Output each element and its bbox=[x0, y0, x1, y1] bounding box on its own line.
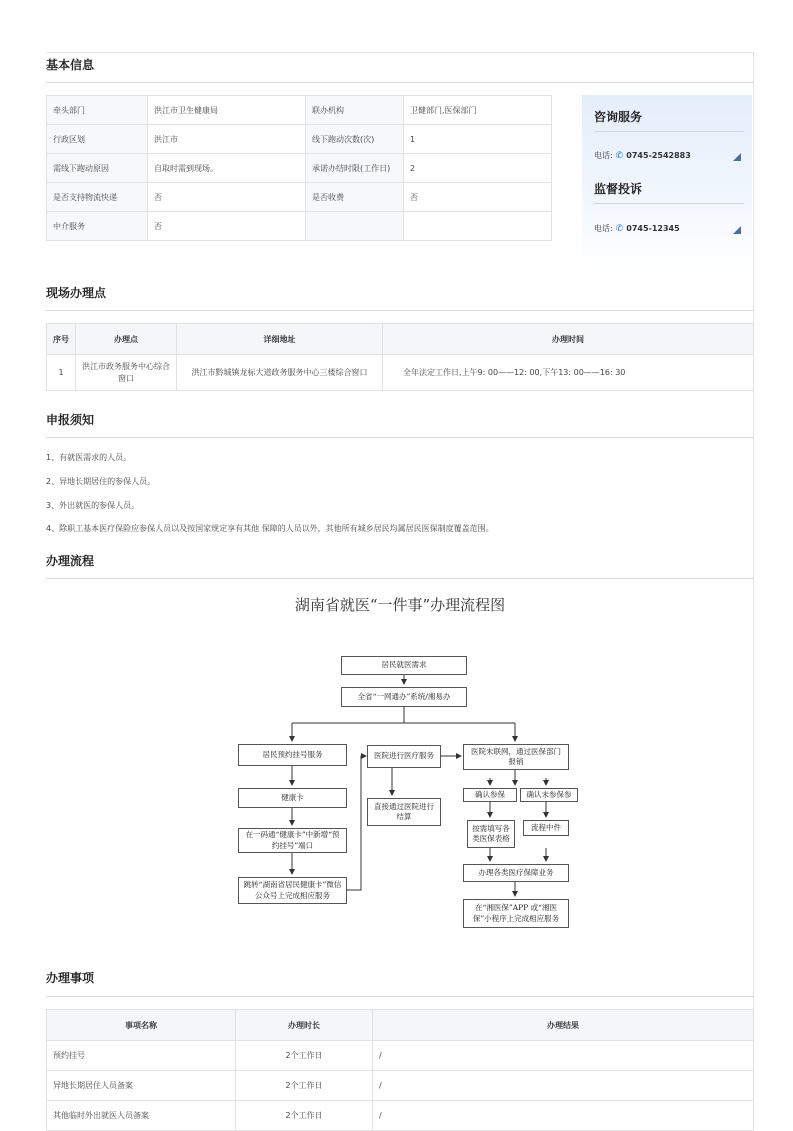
info-label: 牵头部门 bbox=[47, 96, 148, 125]
flow-node-insured: 确认参保 bbox=[463, 788, 517, 802]
cell-no: 1 bbox=[47, 355, 76, 391]
info-label bbox=[306, 212, 404, 241]
col-header-no: 序号 bbox=[47, 324, 76, 355]
consult-phone-row bbox=[594, 150, 691, 161]
flow-node-direct-settle: 直接通过医院进行结算 bbox=[367, 798, 441, 826]
flow-node-medical-service: 医院进行医疗服务 bbox=[367, 745, 441, 768]
info-value: 1 bbox=[404, 125, 552, 154]
info-value: 洪江市卫生健康局 bbox=[148, 96, 306, 125]
panel-divider bbox=[594, 203, 744, 204]
item-duration: 2个工作日 bbox=[236, 1041, 373, 1071]
col-header-time: 办理时间 bbox=[383, 324, 754, 355]
notice-item: 4、除职工基本医疗保险应参保人员以及按国家规定享有其他 保障的人员以外，其他所有城乡居民均属居民医保制度覆盖范围。 bbox=[46, 524, 494, 533]
info-value: 卫健部门,医保部门 bbox=[404, 96, 552, 125]
flow-node-demand: 居民就医需求 bbox=[341, 656, 467, 675]
notice-item: 2、异地长期居住的参保人员。 bbox=[46, 477, 156, 486]
complaint-phone-row bbox=[594, 223, 680, 234]
phone-label: 电话: bbox=[594, 151, 613, 160]
flow-node-not-insured: 确认未参保参 bbox=[520, 788, 578, 802]
info-value: 否 bbox=[404, 183, 552, 212]
info-row bbox=[47, 154, 552, 183]
info-row bbox=[47, 96, 552, 125]
contact-panel bbox=[582, 95, 752, 270]
basic-info-table bbox=[46, 95, 552, 241]
section-title-basic-info: 基本信息 bbox=[46, 58, 95, 72]
flow-node-health-card: 健康卡 bbox=[238, 788, 347, 808]
col-header-name: 事项名称 bbox=[47, 1010, 236, 1041]
table-row bbox=[47, 1071, 754, 1101]
info-label: 是否支持物流快递 bbox=[47, 183, 148, 212]
expand-corner-icon[interactable] bbox=[733, 153, 741, 161]
info-label: 需线下跑动原因 bbox=[47, 154, 148, 183]
table-row bbox=[47, 1101, 754, 1131]
section-title-notice: 申报须知 bbox=[46, 413, 95, 427]
section-title-items: 办理事项 bbox=[46, 971, 95, 985]
info-row bbox=[47, 212, 552, 241]
info-value: 洪江市 bbox=[148, 125, 306, 154]
items-table bbox=[46, 1009, 754, 1131]
complaint-phone-number[interactable]: 0745-12345 bbox=[626, 224, 680, 233]
item-duration: 2个工作日 bbox=[236, 1101, 373, 1131]
cell-place: 洪江市政务服务中心综合窗口 bbox=[76, 355, 177, 391]
section-divider bbox=[46, 310, 754, 311]
flow-node-fill-forms: 按需填写各类医保表格 bbox=[467, 820, 515, 848]
item-duration: 2个工作日 bbox=[236, 1071, 373, 1101]
flow-node-add-port: 在一码通“健康卡”中新增“预约挂号”端口 bbox=[238, 828, 347, 853]
info-label: 中介服务 bbox=[47, 212, 148, 241]
col-header-place: 办理点 bbox=[76, 324, 177, 355]
item-name: 其他临时外出就医人员备案 bbox=[47, 1101, 236, 1131]
consult-title: 咨询服务 bbox=[594, 110, 643, 124]
section-divider bbox=[46, 996, 754, 997]
flowchart-title: 湖南省就医“一件事”办理流程图 bbox=[294, 596, 506, 614]
flow-node-process: 流程中件 bbox=[523, 820, 569, 836]
flow-node-handle: 办理各类医疗保障业务 bbox=[463, 864, 569, 882]
onsite-table bbox=[46, 323, 754, 391]
section-title-process: 办理流程 bbox=[46, 554, 95, 568]
notice-item: 1、有就医需求的人员。 bbox=[46, 453, 132, 462]
info-row bbox=[47, 183, 552, 212]
info-value: 否 bbox=[148, 183, 306, 212]
col-header-result: 办理结果 bbox=[373, 1010, 754, 1041]
flow-node-appointment: 居民预约挂号服务 bbox=[238, 744, 347, 766]
section-divider bbox=[46, 82, 754, 83]
consult-phone-number[interactable]: 0745-2542883 bbox=[626, 151, 691, 160]
info-label: 联办机构 bbox=[306, 96, 404, 125]
phone-icon: ✆ bbox=[615, 151, 624, 161]
cell-address: 洪江市黔城镇龙标大道政务服务中心三楼综合窗口 bbox=[177, 355, 383, 391]
notice-item: 3、外出就医的参保人员。 bbox=[46, 501, 140, 510]
flow-node-portal: 全省“一网通办”系统/湘易办 bbox=[341, 687, 467, 707]
flow-node-app: 在“湘医保”APP 或“湘医保”小程序上完成相应服务 bbox=[463, 899, 569, 928]
item-result: / bbox=[373, 1041, 754, 1071]
item-result: / bbox=[373, 1101, 754, 1131]
section-title-onsite: 现场办理点 bbox=[46, 286, 107, 300]
col-header-duration: 办理时长 bbox=[236, 1010, 373, 1041]
item-name: 异地长期居住人员备案 bbox=[47, 1071, 236, 1101]
phone-label: 电话: bbox=[594, 224, 613, 233]
panel-divider bbox=[594, 131, 744, 132]
table-row bbox=[47, 1041, 754, 1071]
item-name: 预约挂号 bbox=[47, 1041, 236, 1071]
info-value bbox=[404, 212, 552, 241]
info-value: 否 bbox=[148, 212, 306, 241]
info-label: 行政区划 bbox=[47, 125, 148, 154]
cell-time: 全年法定工作日,上午9: 00——12: 00,下午13: 00——16: 30 bbox=[383, 355, 754, 391]
table-row bbox=[47, 355, 754, 391]
complaint-title: 监督投诉 bbox=[594, 182, 643, 196]
expand-corner-icon[interactable] bbox=[733, 226, 741, 234]
item-result: / bbox=[373, 1071, 754, 1101]
info-value: 2 bbox=[404, 154, 552, 183]
flow-node-wechat: 跳转“湖南省居民健康卡”微信公众号上完成相应服务 bbox=[238, 877, 347, 904]
col-header-address: 详细地址 bbox=[177, 324, 383, 355]
flow-node-not-networked: 医院未联网，通过医保部门报销 bbox=[463, 744, 569, 770]
info-label: 是否收费 bbox=[306, 183, 404, 212]
phone-icon: ✆ bbox=[615, 224, 624, 234]
section-divider bbox=[46, 578, 754, 579]
info-value: 自取时需到现场。 bbox=[148, 154, 306, 183]
process-flowchart bbox=[46, 580, 754, 950]
section-divider bbox=[46, 437, 754, 438]
info-row bbox=[47, 125, 552, 154]
info-label: 线下跑动次数(次) bbox=[306, 125, 404, 154]
info-label: 承诺办结时限(工作日) bbox=[306, 154, 404, 183]
